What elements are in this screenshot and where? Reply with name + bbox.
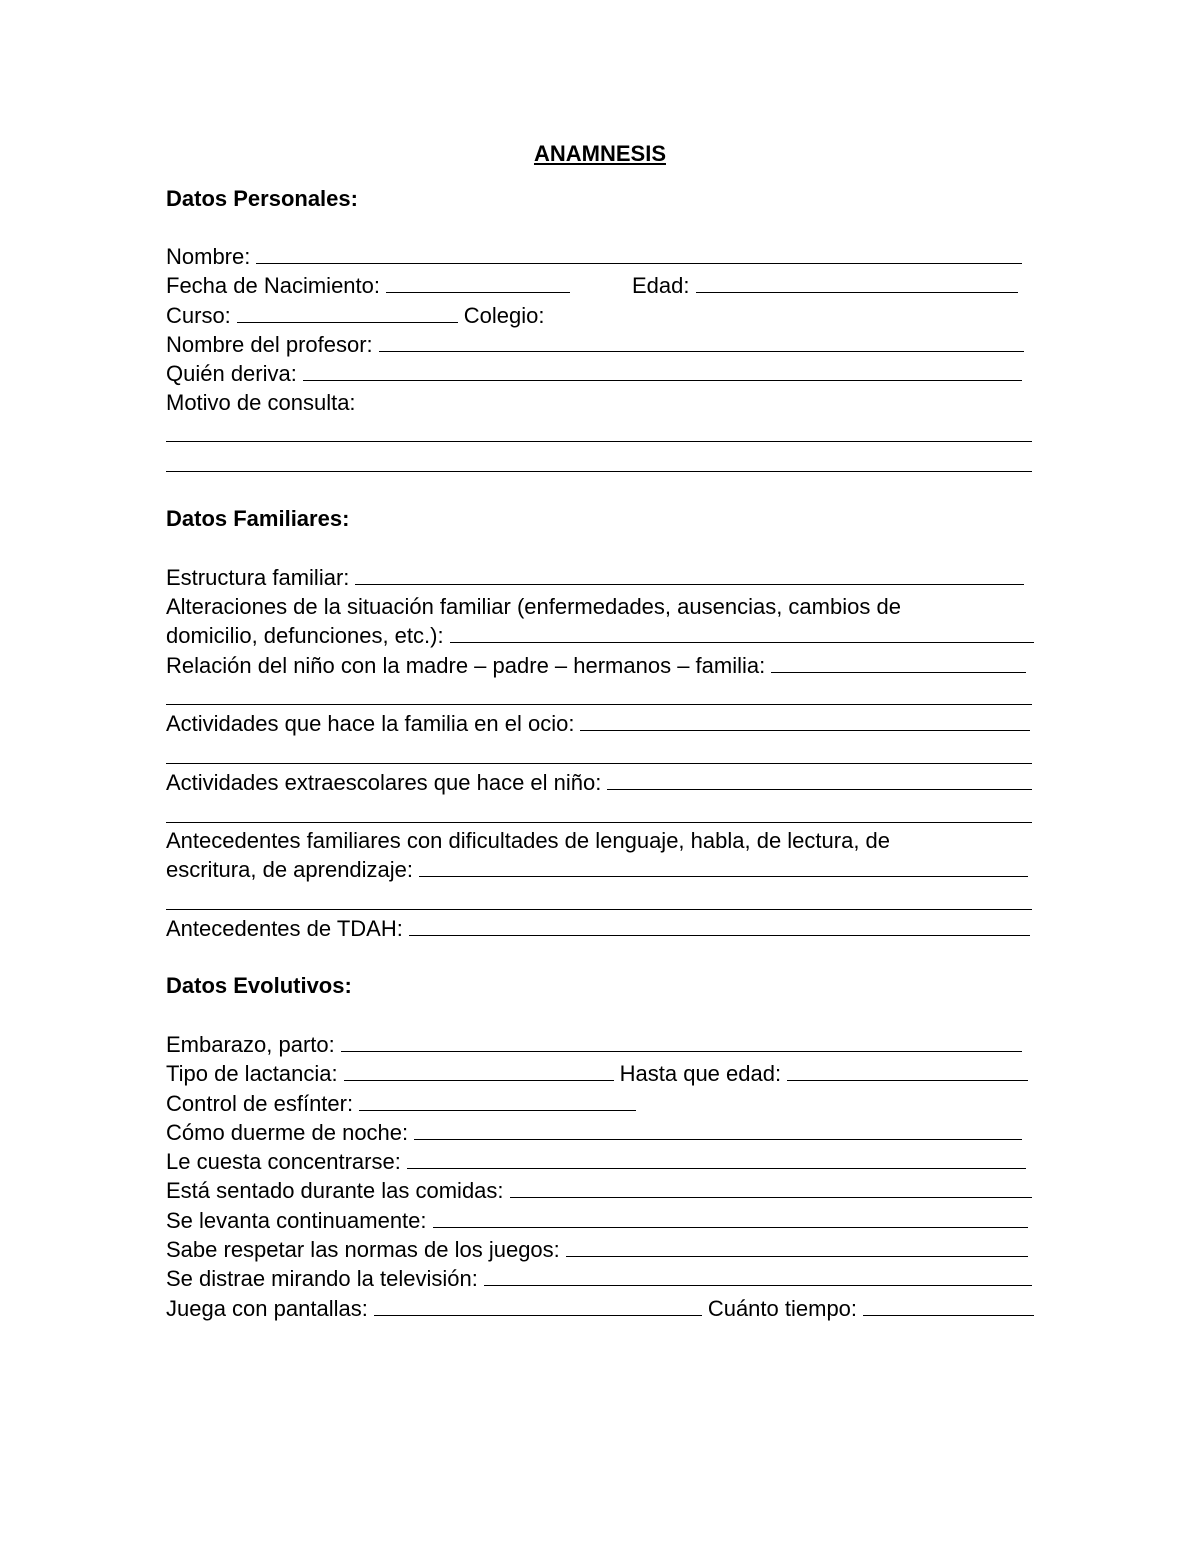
field-lactancia: [166, 1059, 1028, 1088]
field-concentrarse: [166, 1147, 1026, 1176]
field-alteraciones-line1: Alteraciones de la situación familiar (enfermedades, ausencias, cambios de: [166, 594, 901, 619]
field-nombre: [166, 242, 1022, 271]
field-label: Colegio:: [463, 303, 545, 328]
field-curso-colegio: [166, 301, 566, 330]
field-nombre-profesor: [166, 330, 1024, 359]
field-se-levanta: [166, 1206, 1028, 1235]
curso-blank[interactable]: [237, 301, 458, 323]
field-label: Cómo duerme de noche:: [166, 1120, 409, 1145]
edad-blank[interactable]: [696, 271, 1019, 293]
field-fecha-edad: [166, 271, 1018, 300]
field-label: Juega con pantallas:: [166, 1296, 368, 1321]
field-label: Antecedentes de TDAH:: [166, 916, 403, 941]
section-datos-personales: Datos Personales:: [166, 186, 358, 211]
duerme-blank[interactable]: [414, 1118, 1022, 1140]
estructura-familiar-blank[interactable]: [355, 563, 1024, 585]
section-datos-familiares: Datos Familiares:: [166, 506, 350, 531]
nombre-blank[interactable]: [256, 242, 1022, 264]
embarazo-blank[interactable]: [341, 1030, 1022, 1052]
field-television: [166, 1264, 1032, 1293]
sentado-blank[interactable]: [510, 1176, 1032, 1198]
field-label: Sabe respetar las normas de los juegos:: [166, 1237, 560, 1262]
cuanto-tiempo-blank[interactable]: [863, 1294, 1034, 1316]
field-label: Estructura familiar:: [166, 565, 350, 590]
nombre-profesor-blank[interactable]: [379, 330, 1024, 352]
fecha-nacimiento-blank[interactable]: [386, 271, 570, 293]
field-label: Control de esfínter:: [166, 1091, 354, 1116]
field-antecedentes: [166, 855, 1028, 884]
relacion-line-2[interactable]: [166, 704, 1032, 705]
field-control-esfinter: [166, 1089, 636, 1118]
antecedentes-line-2[interactable]: [166, 909, 1032, 910]
field-antecedentes-tdah: [166, 914, 1030, 943]
field-antecedentes-line1: Antecedentes familiares con dificultades de lenguaje, habla, de lectura, de: [166, 828, 891, 853]
field-label: Nombre:: [166, 244, 251, 269]
alteraciones-blank[interactable]: [450, 621, 1034, 643]
field-como-duerme: [166, 1118, 1022, 1147]
field-label: Hasta que edad:: [619, 1061, 782, 1086]
field-normas-juegos: [166, 1235, 1028, 1264]
field-alteraciones: [166, 621, 1034, 650]
field-label: Embarazo, parto:: [166, 1032, 335, 1057]
pantallas-blank[interactable]: [374, 1294, 702, 1316]
field-label: Tipo de lactancia:: [166, 1061, 338, 1086]
field-label: Cuánto tiempo:: [707, 1296, 858, 1321]
field-label: Fecha de Nacimiento:: [166, 273, 380, 298]
relacion-blank[interactable]: [771, 651, 1026, 673]
field-sentado-comidas: [166, 1176, 1032, 1205]
section-datos-evolutivos: Datos Evolutivos:: [166, 973, 352, 998]
field-label: Edad:: [632, 273, 690, 298]
field-label: Curso:: [166, 303, 231, 328]
actividades-ocio-blank[interactable]: [580, 709, 1030, 731]
field-label: Actividades extraescolares que hace el niño:: [166, 770, 602, 795]
field-label: escritura, de aprendizaje:: [166, 857, 414, 882]
actividades-extra-line-2[interactable]: [166, 822, 1032, 823]
field-relacion: [166, 651, 1026, 680]
field-label: Se distrae mirando la televisión:: [166, 1266, 478, 1291]
actividades-ocio-line-2[interactable]: [166, 763, 1032, 764]
field-label: Nombre del profesor:: [166, 332, 373, 357]
normas-blank[interactable]: [566, 1235, 1028, 1257]
lactancia-blank[interactable]: [344, 1059, 614, 1081]
field-pantallas: [166, 1294, 1034, 1323]
field-label: Actividades que hace la familia en el ocio:: [166, 711, 575, 736]
tdah-blank[interactable]: [409, 914, 1030, 936]
field-label: Está sentado durante las comidas:: [166, 1178, 504, 1203]
hasta-edad-blank[interactable]: [787, 1059, 1028, 1081]
concentrarse-blank[interactable]: [407, 1147, 1026, 1169]
quien-deriva-blank[interactable]: [303, 359, 1022, 381]
levanta-blank[interactable]: [433, 1206, 1028, 1228]
antecedentes-blank[interactable]: [419, 855, 1028, 877]
field-actividades-extraescolares: [166, 768, 1032, 797]
field-label: Le cuesta concentrarse:: [166, 1149, 401, 1174]
actividades-extra-blank[interactable]: [607, 768, 1032, 790]
motivo-line-2[interactable]: [166, 471, 1032, 472]
television-blank[interactable]: [484, 1264, 1032, 1286]
field-motivo-consulta: Motivo de consulta:: [166, 390, 356, 415]
field-label: Relación del niño con la madre – padre – hermanos – familia:: [166, 653, 766, 678]
field-label: domicilio, defunciones, etc.):: [166, 623, 444, 648]
page-title: ANAMNESIS: [533, 141, 666, 166]
esfinter-blank[interactable]: [359, 1089, 636, 1111]
field-label: Se levanta continuamente:: [166, 1208, 427, 1233]
field-label: Quién deriva:: [166, 361, 297, 386]
field-embarazo-parto: [166, 1030, 1022, 1059]
field-quien-deriva: [166, 359, 1022, 388]
field-actividades-ocio: [166, 709, 1030, 738]
motivo-line-1[interactable]: [166, 441, 1032, 442]
field-estructura-familiar: [166, 563, 1024, 592]
